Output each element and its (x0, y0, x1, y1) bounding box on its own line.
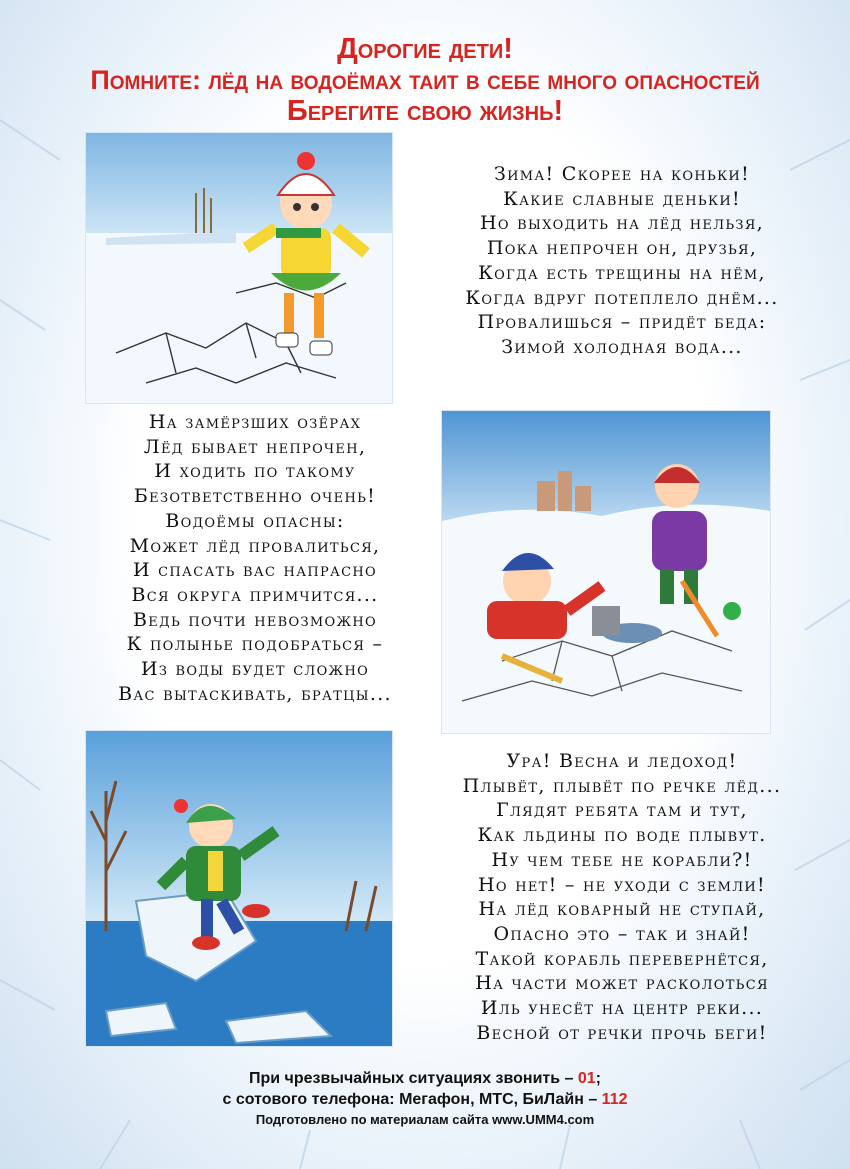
poem-line: И ходить по такому (154, 460, 356, 483)
poem-line: Плывёт, плывёт по речке лёд... (462, 774, 782, 797)
illustration-boy-through-ice (441, 410, 771, 734)
mobile-emergency-number: 112 (601, 1091, 628, 1108)
header-warning: Помните: лёд на водоёмах таит в себе много опасностей (90, 65, 760, 95)
poem-line: Лёд бывает непрочен, (143, 435, 367, 458)
poem-line: Когда есть трещины на нём, (478, 261, 766, 284)
poem-line: Из воды будет сложно (140, 658, 370, 681)
poem-line: Может лёд провалиться, (129, 534, 381, 557)
poem-line: Вас вытаскивать, братцы... (118, 682, 392, 705)
poem-line: Водоёмы опасны: (165, 509, 345, 532)
poem-line: Ну чем тебе не корабли?! (491, 848, 753, 871)
poem-line: На части может расколоться (475, 972, 769, 995)
poem-line: Когда вдруг потеплело днём... (465, 286, 779, 309)
poem-line: Глядят ребята там и тут, (496, 799, 748, 822)
poem-line: И спасать вас напрасно (132, 559, 378, 582)
poem-line: Пока непрочен он, друзья, (486, 237, 758, 260)
poem-line: Весной от речки прочь беги! (476, 1021, 768, 1044)
poem-line: Ура! Весна и ледоход! (506, 750, 738, 772)
poem-spring-ice-drift (404, 749, 840, 1045)
poem-line: Зимой холодная вода... (501, 335, 743, 358)
poem-line: Зима! Скорее на коньки! (494, 163, 750, 185)
poem-line: Вся округа примчится... (131, 583, 379, 606)
poem-line: Иль унесёт на центр реки... (480, 997, 764, 1020)
poem-line: На лёд коварный не ступай, (478, 898, 766, 921)
poem-line: Но выходить на лёд нельзя, (480, 212, 764, 235)
header-greeting: Дорогие дети! (337, 33, 513, 65)
emergency-number: 01 (577, 1070, 596, 1087)
illustration-girl-skating (85, 132, 393, 404)
page-header (0, 34, 850, 127)
poem-line: Какие славные деньки! (503, 187, 741, 210)
emergency-footer (0, 1068, 850, 1129)
emergency-number-line: При чрезвычайных ситуациях звонить – 01; (248, 1070, 601, 1087)
header-appeal: Берегите свою жизнь! (286, 95, 564, 127)
poem-line: Ведь почти невозможно (133, 608, 377, 631)
poem-line: Как льдины по воде плывут. (477, 824, 767, 847)
mobile-number-line: с сотового телефона: Мегафон, МТС, БиЛайн – 112 (222, 1091, 628, 1108)
poem-line: Такой корабль перевернётся, (475, 947, 769, 970)
source-credit: Подготовлено по материалам сайта www.UMM4.com (255, 1112, 595, 1127)
poem-line: На замёрзших озёрах (148, 411, 362, 433)
poem-winter-skating (404, 162, 840, 360)
poem-line: Но нет! – не уходи с земли! (478, 873, 766, 896)
poem-line: Провалишься – придёт беда: (477, 311, 767, 334)
poem-line: Безответственно очень! (133, 485, 377, 508)
poem-line: Опасно это – так и знай! (493, 922, 751, 945)
poem-line: К полынье подобраться – (126, 633, 384, 656)
poem-frozen-lakes (60, 410, 450, 706)
illustration-child-on-ice-floe (85, 730, 393, 1047)
